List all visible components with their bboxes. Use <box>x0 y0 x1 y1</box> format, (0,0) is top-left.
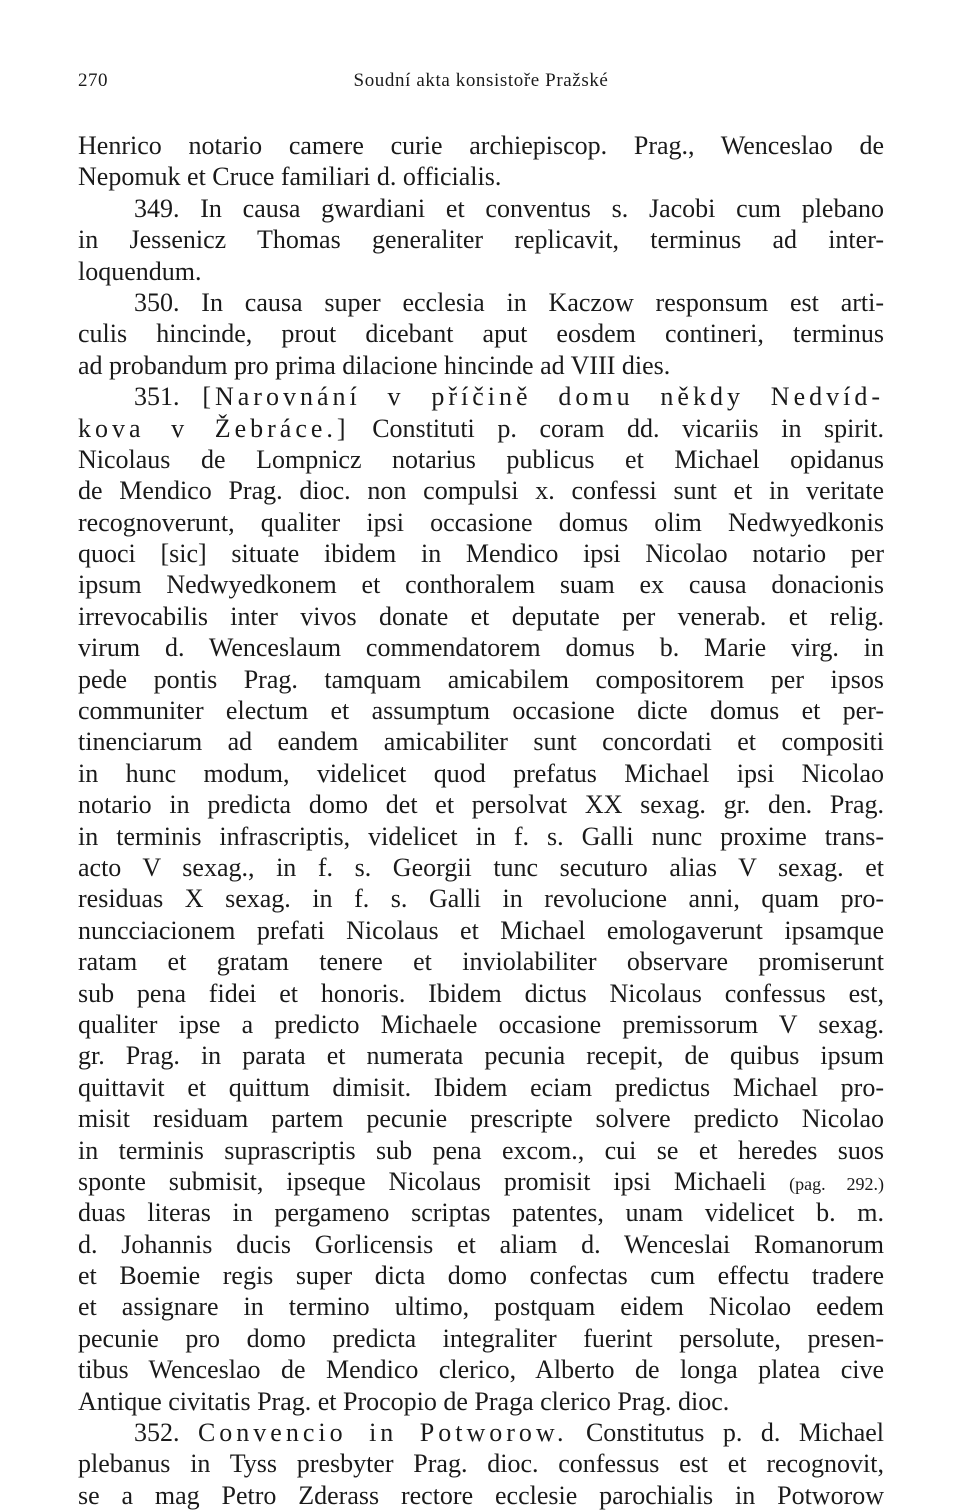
text-line: in terminis suprascriptis sub pena excom., cui se et heredes suos <box>78 1135 884 1165</box>
text-line: plebanus in Tyss presbyter Prag. dioc. confessus est et recognovit, <box>78 1449 884 1479</box>
text-line: in terminis infrascriptis, videlicet in f. s. Galli nunc proxime trans- <box>78 821 884 851</box>
body-text <box>78 130 884 1511</box>
text-segment: sponte submisit, ipseque Nicolaus promisit ipsi Michaeli <box>78 1166 767 1196</box>
text-line: pede pontis Prag. tamquam amicabilem compositorem per ipsos <box>78 664 884 694</box>
text-line: residuas X sexag. in f. s. Galli in revolucione anni, quam pro- <box>78 884 884 914</box>
text-line: tibus Wenceslao de Mendico clerico, Alberto de longa platea cive <box>78 1355 884 1385</box>
text-line: Nepomuk et Cruce familiari d. officialis. <box>78 162 502 192</box>
text-line: sub pena fidei et honoris. Ibidem dictus Nicolaus confessus est, <box>78 978 884 1008</box>
text-line: Nicolaus de Lompnicz notarius publicus et Michael opidanus <box>78 444 884 474</box>
entry-349-line: 349. In causa gwardiani et conventus s. Jacobi cum plebano <box>134 193 884 223</box>
entry-351-line: 351. [Narovnání v příčině domu někdy Nedvíd- <box>134 382 884 412</box>
text-line: d. Johannis ducis Gorlicensis et aliam d. Wenceslai Romanorum <box>78 1229 884 1259</box>
entry-352-heading: Convencio in Potworow. <box>197 1418 568 1448</box>
text-line: virum d. Wenceslaum commendatorem domus b. Marie virg. in <box>78 633 884 663</box>
text-line: quoci [sic] situate ibidem in Mendico ipsi Nicolao notario per <box>78 539 884 569</box>
text-line: Antique civitatis Prag. et Procopio de Praga clerico Prag. dioc. <box>78 1386 730 1416</box>
entry-350-line: 350. In causa super ecclesia in Kaczow responsum est arti- <box>134 287 884 317</box>
text-line: in hunc modum, videlicet quod prefatus Michael ipsi Nicolao <box>78 758 884 788</box>
text-line: nuncciacionem prefati Nicolaus et Michael emologaverunt ipsamque <box>78 915 884 945</box>
running-title: Soudní akta konsistoře Pražské <box>353 70 609 91</box>
text-line: ratam et gratam tenere et inviolabiliter observare promiserunt <box>78 947 884 977</box>
text-line: misit residuam partem pecunie prescripte solvere predicto Nicolao <box>78 1104 884 1134</box>
text-line: quittavit et quittum dimisit. Ibidem eciam predictus Michael pro- <box>78 1072 884 1102</box>
entry-351-heading-cont: kova v Žebráce.] <box>78 413 350 443</box>
text-line: Henrico notario camere curie archiepiscop. Prag., Wenceslao de <box>78 131 884 160</box>
page-reference: (pag. 292.) <box>789 1173 884 1194</box>
text-line: notario in predicta domo det et persolvat XX sexag. gr. den. Prag. <box>78 790 884 820</box>
page-number: 270 <box>78 70 108 91</box>
text-line: recognoverunt, qualiter ipsi occasione domus olim Nedwyedkonis <box>78 507 884 537</box>
text-line: ipsum Nedwyedkonem et conthoralem suam ex causa donacionis <box>78 570 884 600</box>
text-line: de Mendico Prag. dioc. non compulsi x. confessi sunt et in veritate <box>78 476 884 506</box>
text-line: pecunie pro domo predicta integraliter fuerint persolute, presen- <box>78 1323 884 1353</box>
text-line: et assignare in termino ultimo, postquam eidem Nicolao eedem <box>78 1292 884 1322</box>
text-line: duas literas in pergameno scriptas patentes, unam videlicet b. m. <box>78 1198 884 1228</box>
text-line: gr. Prag. in parata et numerata pecunia recepit, de quibus ipsum <box>78 1041 884 1071</box>
text-line: communiter electum et assumptum occasione dicte domus et per- <box>78 696 884 726</box>
page-header <box>78 70 884 100</box>
text-line: loquendum. <box>78 256 202 286</box>
text-line: se a mag Petro Zderass rectore ecclesie parochialis in Potworow <box>78 1480 884 1510</box>
text-line: kova v Žebráce.] Constituti p. coram dd. vicariis in spirit. <box>78 413 884 443</box>
text-line: irrevocabilis inter vivos donate et deputate per venerab. et relig. <box>78 601 884 631</box>
text-line: qualiter ipse a predicto Michaele occasione premissorum V sexag. <box>78 1009 884 1039</box>
entry-351-heading: [Narovnání v příčině domu někdy Nedvíd- <box>202 382 884 412</box>
text-line: acto V sexag., in f. s. Georgii tunc secuturo alias V sexag. et <box>78 852 884 882</box>
text-line: ad probandum pro prima dilacione hincinde ad VIII dies. <box>78 350 671 380</box>
text-line-with-page-ref <box>78 1166 884 1197</box>
text-line: et Boemie regis super dicta domo confectas cum effectu tradere <box>78 1261 884 1291</box>
text-line: culis hincinde, prout dicebant aput eosdem contineri, terminus <box>78 319 884 349</box>
text-line: in Jessenicz Thomas generaliter replicavit, terminus ad inter- <box>78 225 884 255</box>
text-line: tinenciarum ad eandem amicabiliter sunt concordati et compositi <box>78 727 884 757</box>
entry-352-line: 352. Convencio in Potworow. Constitutus p. d. Michael <box>134 1418 884 1448</box>
